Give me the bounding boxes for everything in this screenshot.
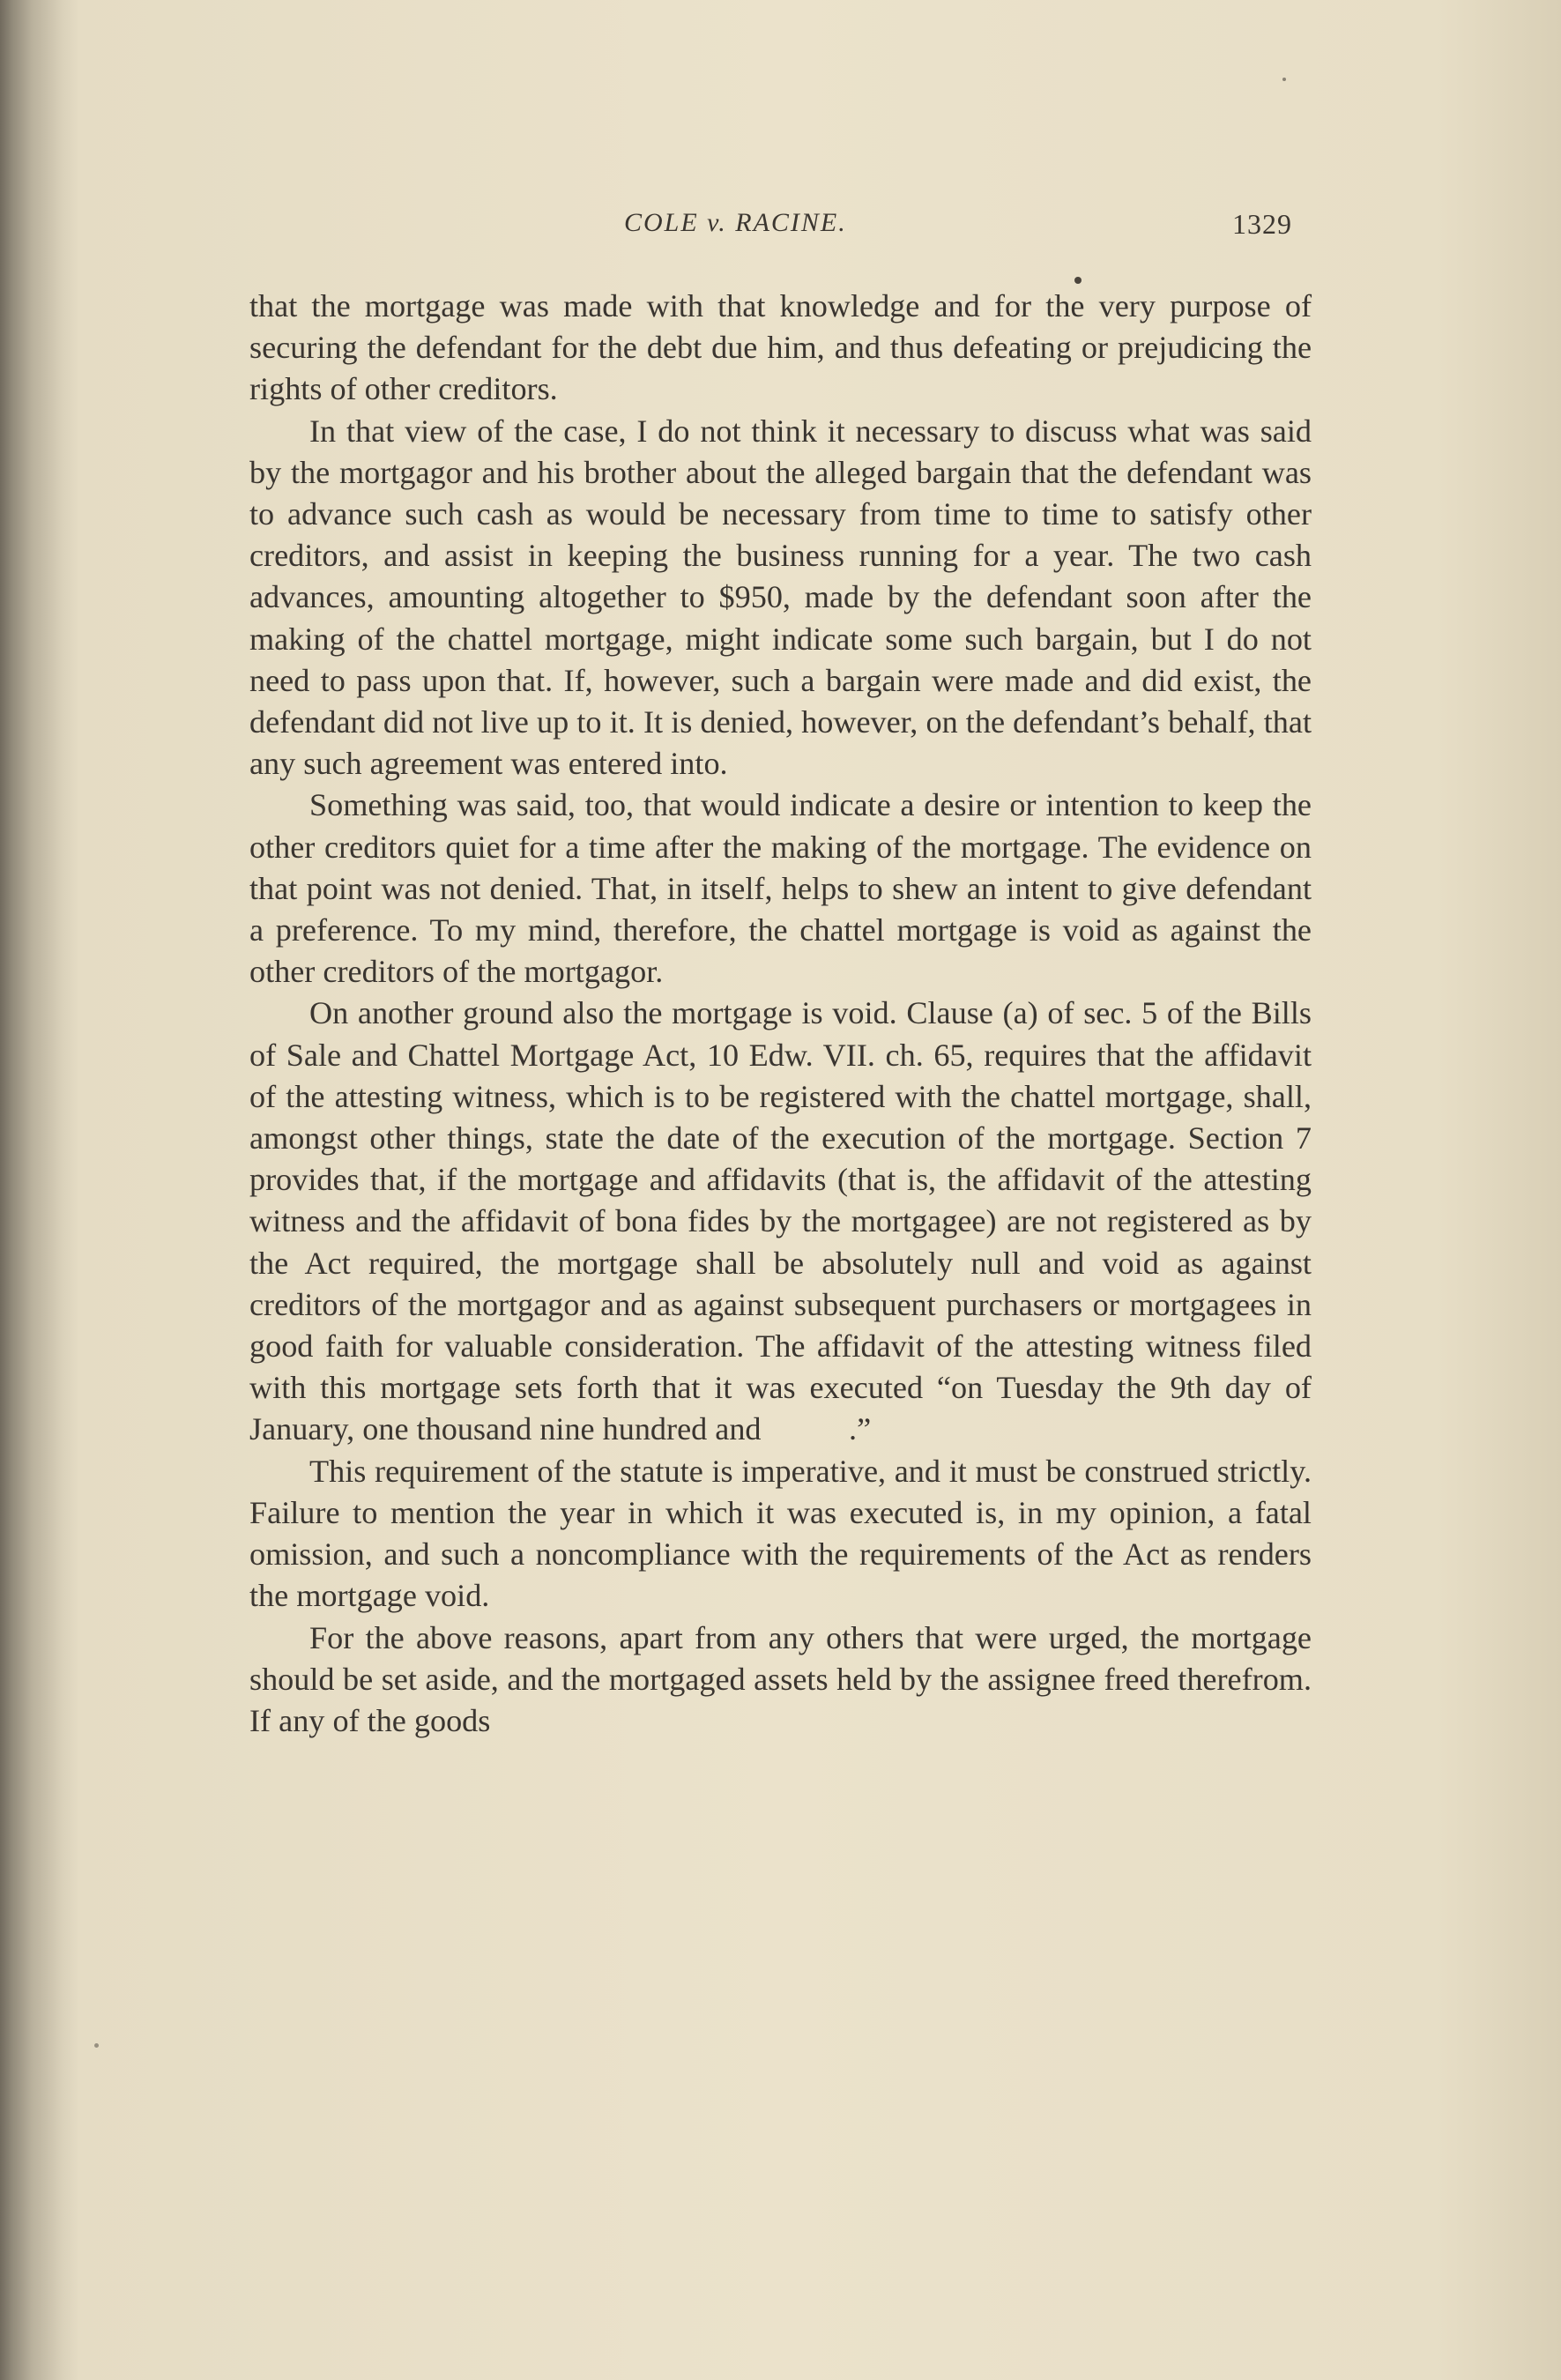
binding-shadow bbox=[0, 0, 79, 2380]
paragraph: On another ground also the mortgage is void. Clause (a) of sec. 5 of the Bills of Sale and Chattel Mortgage Act, 10 Edw. VII. ch. 65, requires that the affidavit of the attesting witness, which is to be registered with the chattel mortgage, shall, amongst other things, state the date of the execution of the mortgage. Section 7 provides that, if the mortgage and affidavits (that is, the affidavit of the attesting witness and the affidavit of bona fides by the mortgagee) are not registered as by the Act required, the mortgage shall be absolutely null and void as against creditors of the mortgagor and as against subsequent purchasers or mortgagees in good faith for valuable consideration. The affidavit of the attesting witness filed with this mortgage sets forth that it was executed “on Tuesday the 9th day of January, one thousand nine hundred and .” bbox=[249, 995, 1312, 1447]
paragraph: This requirement of the statute is imperative, and it must be construed strictly. Failure to mention the year in which it was executed is, in my opinion, a fatal omission, and such a noncompliance with the requirements of the Act as renders the mortgage void. bbox=[249, 1453, 1312, 1614]
running-head bbox=[0, 201, 1561, 254]
paragraph: In that view of the case, I do not think it necessary to discuss what was said by the mortgagor and his brother about the alleged bargain that the defendant was to advance such cash as would be necessary from time to time to satisfy other creditors, and assist in keeping the business running for a year. The two cash advances, amounting altogether to $950, made by the defendant soon after the making of the chattel mortgage, might indicate some such bargain, but I do not need to pass upon that. If, however, such a bargain were made and did exist, the defendant did not live up to it. It is denied, however, on the defendant’s behalf, that any such agreement was entered into. bbox=[249, 413, 1312, 782]
paragraph: Something was said, too, that would indicate a desire or intention to keep the other creditors quiet for a time after the making of the mortgage. The evidence on that point was not denied. That, in itself, helps to shew an intent to give defendant a preference. To my mind, therefore, the chattel mortgage is void as against the other creditors of the mortgagor. bbox=[249, 787, 1312, 990]
paragraph-continued: that the mortgage was made with that knowledge and for the very purpose of securing the defendant for the debt due him, and thus defeating or prejudicing the rights of other creditors. bbox=[249, 288, 1312, 407]
ink-speck bbox=[1282, 78, 1286, 81]
ink-speck bbox=[1074, 277, 1082, 284]
page-number: 1329 bbox=[1232, 208, 1292, 240]
running-title: COLE v. RACINE. bbox=[624, 208, 847, 237]
paragraph: For the above reasons, apart from any others that were urged, the mortgage should be set aside, and the mortgaged assets held by the assignee freed therefrom. If any of the goods bbox=[249, 1619, 1312, 1738]
ink-speck bbox=[94, 2043, 99, 2048]
body-text bbox=[249, 286, 1312, 1742]
